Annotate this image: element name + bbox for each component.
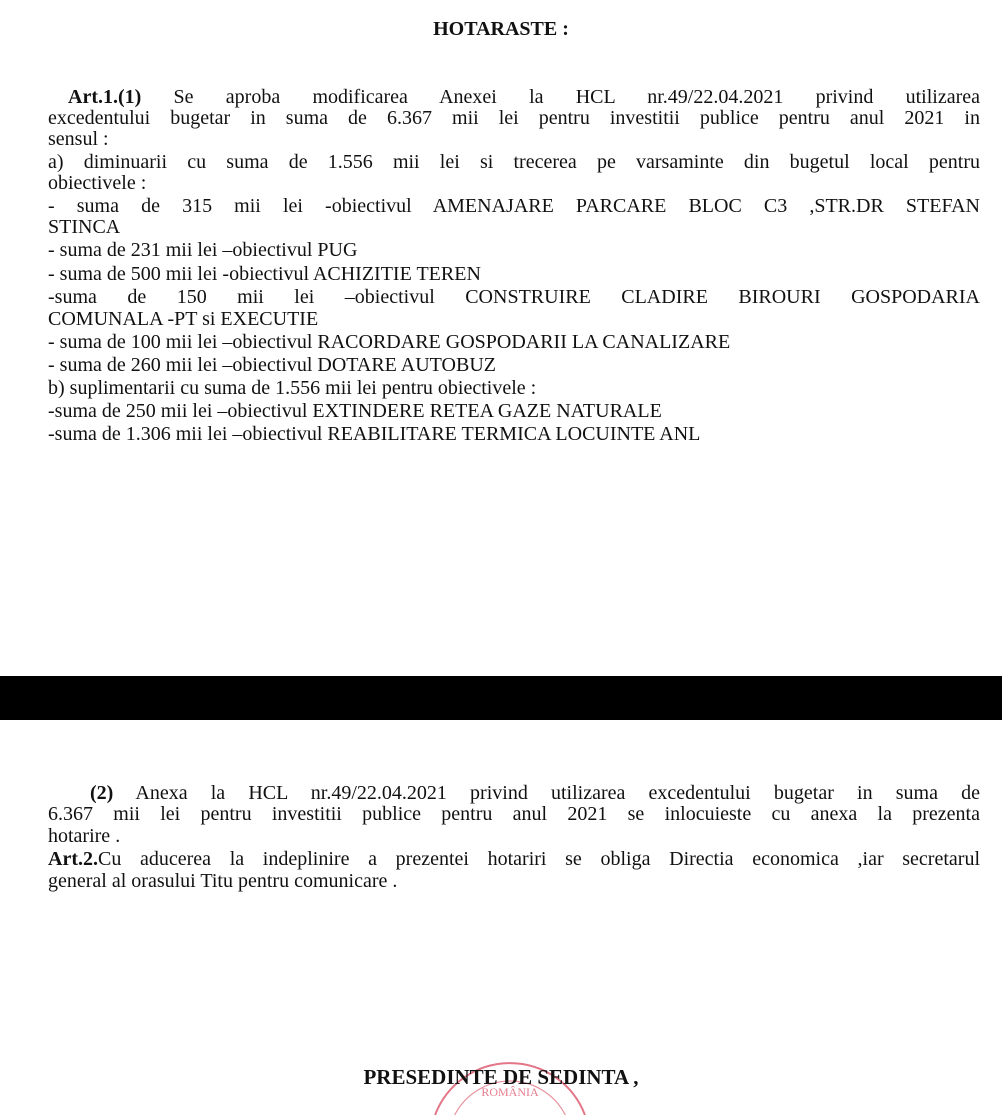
art1-line-3: sensul :	[48, 128, 109, 150]
art1-line-16: -suma de 1.306 mii lei –obiectivul REABILITARE TERMICA LOCUINTE ANL	[48, 423, 701, 445]
stamp-text: ROMÂNIA	[481, 1085, 539, 1099]
art1-line-11: COMUNALA -PT si EXECUTIE	[48, 308, 319, 330]
signature-title: PRESEDINTE DE SEDINTA ,	[363, 1065, 639, 1089]
para2-line-2: 6.367 mii lei pentru investitii publice pentru anul 2021 se inlocuieste cu anexa la prezenta	[48, 803, 980, 825]
art2-line-1	[48, 848, 980, 870]
art1-label: Art.1.(1)	[68, 86, 142, 108]
art2-line-2: general al orasului Titu pentru comunicare .	[48, 870, 398, 892]
art1-line-12: - suma de 100 mii lei –obiectivul RACORDARE GOSPODARII LA CANALIZARE	[48, 331, 731, 353]
art1-line-2: excedentului bugetar in suma de 6.367 mii lei pentru investitii publice pentru anul 2021 in	[48, 107, 980, 129]
art1-line-10: -suma de 150 mii lei –obiectivul CONSTRUIRE CLADIRE BIROURI GOSPODARIA	[48, 286, 980, 308]
art1-line-15: -suma de 250 mii lei –obiectivul EXTINDERE RETEA GAZE NATURALE	[48, 400, 662, 422]
art1-line-1	[48, 86, 980, 108]
para2-line-1	[48, 782, 980, 804]
art1-line-5: obiectivele :	[48, 172, 147, 194]
art1-line-13: - suma de 260 mii lei –obiectivul DOTARE AUTOBUZ	[48, 354, 496, 376]
para2-line-3: hotarire .	[48, 825, 121, 847]
art1-line-8: - suma de 231 mii lei –obiectivul PUG	[48, 239, 358, 261]
redaction-bar	[0, 676, 1002, 720]
art2-label: Art.2.	[48, 848, 98, 870]
art1-text: Se aproba modificarea Anexei la HCL nr.49/22.04.2021 privind utilizarea	[141, 86, 980, 108]
art1-line-9: - suma de 500 mii lei -obiectivul ACHIZITIE TEREN	[48, 263, 481, 285]
art1-line-7: STINCA	[48, 216, 121, 238]
para2-text: Anexa la HCL nr.49/22.04.2021 privind utilizarea excedentului bugetar in suma de	[113, 782, 980, 804]
decision-heading: HOTARASTE :	[433, 18, 569, 40]
art1-line-6: - suma de 315 mii lei -obiectivul AMENAJARE PARCARE BLOC C3 ,STR.DR STEFAN	[48, 195, 980, 217]
art1-line-4: a) diminuarii cu suma de 1.556 mii lei si trecerea pe varsaminte din bugetul local pentru	[48, 151, 980, 173]
art2-text: Cu aducerea la indeplinire a prezentei hotariri se obliga Directia economica ,iar secretarul	[97, 848, 980, 870]
art1-line-14: b) suplimentarii cu suma de 1.556 mii lei pentru obiectivele :	[48, 377, 537, 399]
para2-label: (2)	[90, 782, 114, 804]
